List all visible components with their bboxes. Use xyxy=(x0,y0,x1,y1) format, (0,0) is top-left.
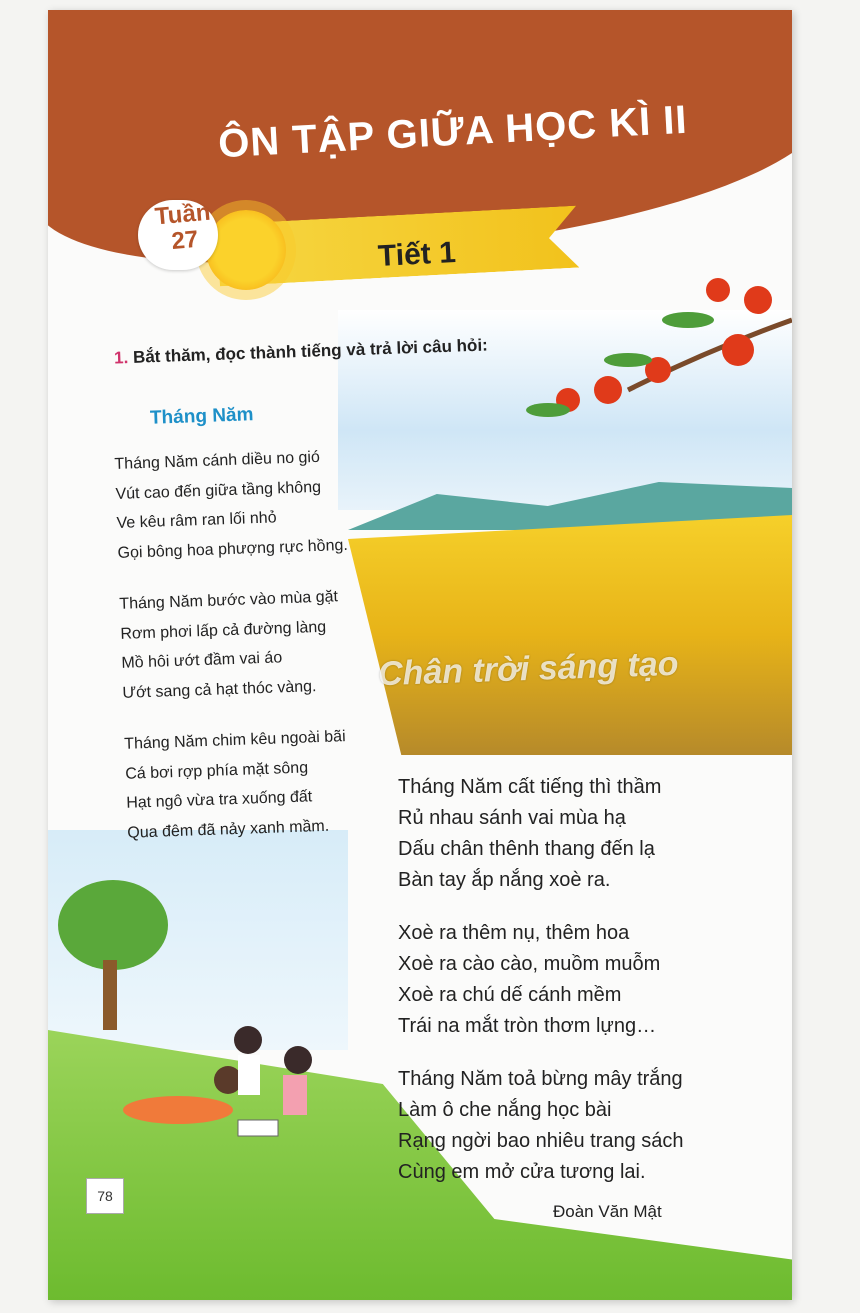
poem-column-right xyxy=(398,772,684,1188)
week-badge xyxy=(154,200,214,257)
exercise-text: Bắt thăm, đọc thành tiếng và trả lời câu hỏi: xyxy=(132,335,489,367)
poem-line: Rủ nhau sánh vai mùa hạ xyxy=(398,807,626,829)
poem-line: Làm ô che nắng học bài xyxy=(398,1099,612,1121)
week-label: Tuần xyxy=(153,198,212,231)
poem-line: Tháng Năm cất tiếng thì thầm xyxy=(398,776,662,798)
watermark: Chân trời sáng tạo xyxy=(377,644,680,694)
poem-line: Rạng ngời bao nhiêu trang sách xyxy=(398,1130,684,1152)
poem-stanza xyxy=(398,918,684,1042)
lesson-title: Tiết 1 xyxy=(377,235,457,274)
children-reading-illustration xyxy=(118,1000,318,1150)
poem-title: Tháng Năm xyxy=(149,404,254,429)
poem-line: Vút cao đến giữa tầng không xyxy=(115,478,322,503)
poem-line: Tháng Năm toả bừng mây trắng xyxy=(398,1068,683,1090)
poem-line: Tháng Năm cánh diều no gió xyxy=(114,448,321,473)
poem-line: Cá bơi rợp phía mặt sông xyxy=(125,758,309,783)
poem-line: Rơm phơi lấp cả đường làng xyxy=(120,618,327,643)
poem-line: Gọi bông hoa phượng rực hồng. xyxy=(117,536,349,562)
exercise-number: 1. xyxy=(113,348,129,368)
poem-line: Tháng Năm chim kêu ngoài bãi xyxy=(123,728,346,753)
sun-icon xyxy=(206,210,286,290)
poem-line: Ướt sang cả hạt thóc vàng. xyxy=(122,677,317,702)
rice-field-illustration xyxy=(348,515,792,755)
poem-line: Tháng Năm bước vào mùa gặt xyxy=(119,588,339,613)
week-number: 27 xyxy=(170,225,200,256)
poem-line: Mồ hôi ướt đầm vai áo xyxy=(121,649,283,672)
flamboyant-flower-branch-illustration xyxy=(508,260,792,430)
poem-author: Đoàn Văn Mật xyxy=(553,1202,662,1221)
tree-illustration xyxy=(58,880,168,970)
poem-stanza xyxy=(119,582,353,708)
page-number: 78 xyxy=(86,1178,124,1214)
poem-column-left xyxy=(114,442,358,848)
poem-line: Xoè ra thêm nụ, thêm hoa xyxy=(398,922,630,944)
poem-line: Xoè ra cào cào, muồm muỗm xyxy=(398,953,661,975)
poem-line: Dấu chân thênh thang đến lạ xyxy=(398,838,655,860)
poem-line: Ve kêu râm ran lối nhỏ xyxy=(116,509,277,532)
poem-stanza xyxy=(114,442,348,568)
page-title: ÔN TẬP GIỮA HỌC KÌ II xyxy=(217,97,689,167)
poem-line: Cùng em mở cửa tương lai. xyxy=(398,1161,646,1183)
poem-stanza xyxy=(398,1064,684,1188)
poem-line: Bàn tay ắp nắng xoè ra. xyxy=(398,869,611,891)
poem-line: Qua đêm đã nảy xanh mầm. xyxy=(127,817,330,842)
poem-stanza xyxy=(398,772,684,896)
poem-line: Trái na mắt tròn thơm lựng… xyxy=(398,1015,657,1037)
poem-stanza xyxy=(124,722,358,848)
poem-line: Hạt ngô vừa tra xuống đất xyxy=(126,788,313,812)
textbook-page xyxy=(48,10,792,1300)
tree-trunk-illustration xyxy=(103,960,117,1030)
poem-line: Xoè ra chú dế cánh mềm xyxy=(398,984,622,1006)
